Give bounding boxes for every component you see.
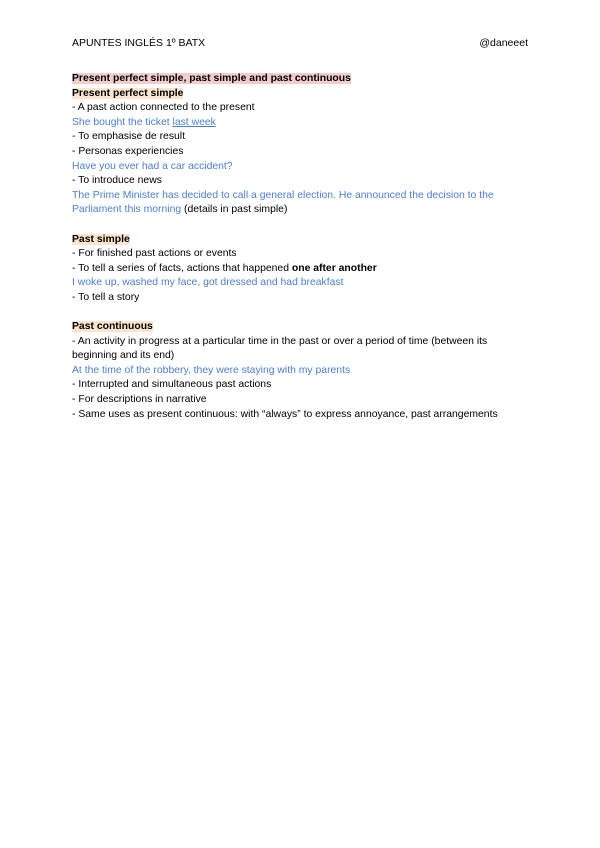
use-item — [72, 262, 532, 277]
use-text: - To tell a series of facts, actions that happened — [72, 262, 292, 274]
use-item: - An activity in progress at a particular time in the past or over a period of time (between its beginning and its end) — [72, 335, 488, 362]
section-heading-past-continuous: Past continuous — [72, 321, 153, 333]
example-line: At the time of the robbery, they were staying with my parents — [72, 364, 351, 376]
section-heading-past-simple: Past simple — [72, 233, 130, 245]
use-item: - Interrupted and simultaneous past actions — [72, 379, 272, 391]
use-item: - Personas experiencies — [72, 145, 184, 157]
header-title: APUNTES INGLÉS 1º BATX — [72, 37, 206, 49]
document-title: Present perfect simple, past simple and past continuous — [72, 73, 351, 84]
example-text: The Prime Minister has decided to call a general election. He announced the decision to the Parliament this morning — [72, 189, 494, 216]
use-emphasis: one after another — [291, 262, 377, 274]
example-underlined: last week — [172, 116, 216, 128]
example-line: I woke up, washed my face, got dressed and had breakfast — [72, 277, 344, 289]
example-line — [72, 189, 532, 218]
use-item: - To tell a story — [72, 291, 140, 303]
document-body — [72, 72, 532, 422]
use-item: - Same uses as present continuous: with “always” to express annoyance, past arrangements — [72, 408, 498, 420]
use-item: - For descriptions in narrative — [72, 394, 207, 406]
page-header — [72, 37, 528, 51]
example-text: She bought the ticket — [72, 116, 173, 128]
header-author: @daneeet — [479, 37, 528, 49]
use-item: - For finished past actions or events — [72, 248, 237, 260]
example-line — [72, 116, 532, 131]
use-item: - A past action connected to the present — [72, 102, 255, 114]
use-item: - To emphasise de result — [72, 131, 186, 143]
example-note: (details in past simple) — [181, 204, 288, 216]
use-item: - To introduce news — [72, 175, 162, 187]
section-heading-present-perfect: Present perfect simple — [72, 87, 184, 99]
example-line: Have you ever had a car accident? — [72, 160, 233, 172]
